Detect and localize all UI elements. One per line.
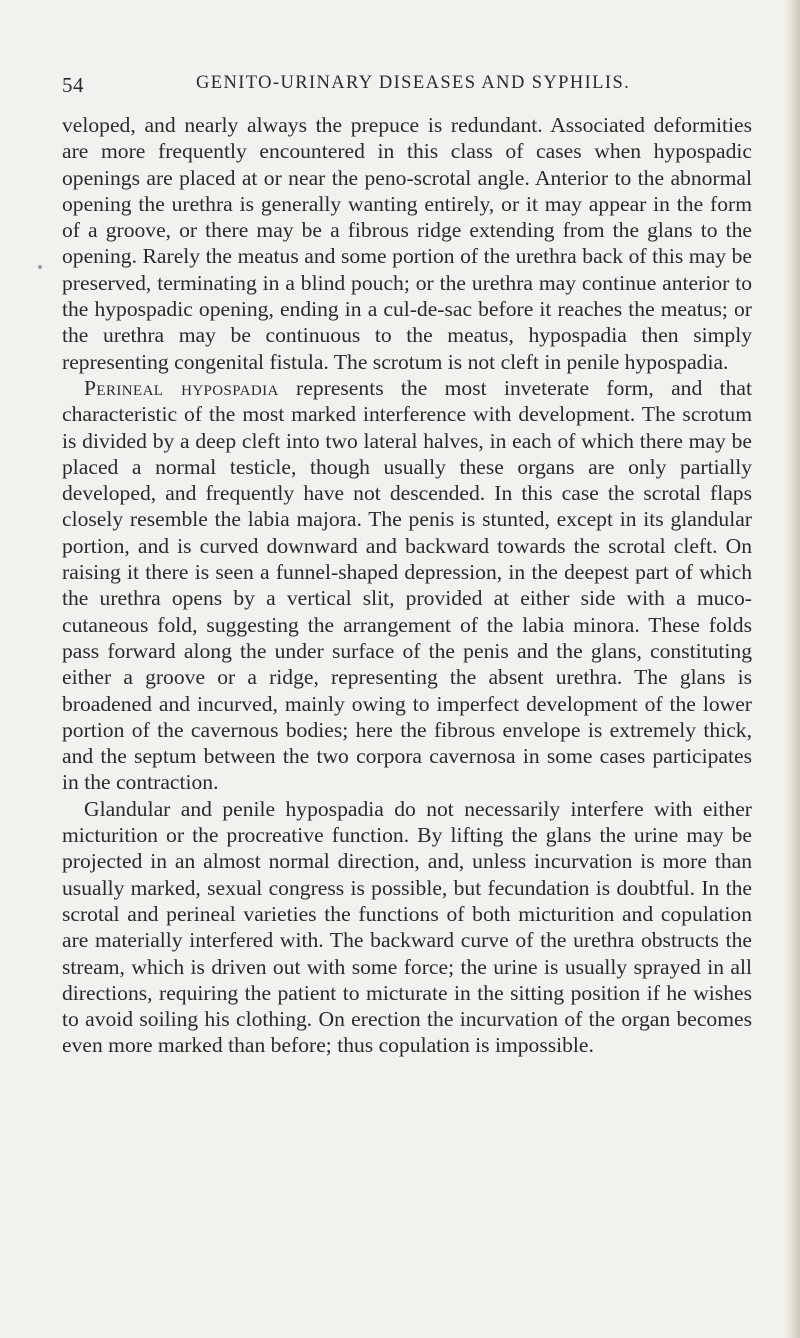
paragraph-function: Glandular and penile hypospadia do not necessarily interfere with either micturition or the procreative function. By lifting the glans the urine may be projected in an almost normal direction, and, unless incurvation is more than usually marked, sexual congress is possible, but fecundation is doubtful. In the scrotal and perineal varieties the functions of both micturition and copulation are materially interfered with. The backward curve of the urethra obstructs the stream, which is driven out with some force; the urine is usually sprayed in all directions, requiring the patient to micturate in the sitting position if he wishes to avoid soiling his clothing. On erection the incurvation of the organ becomes even more marked than before; thus copulation is impossible. bbox=[62, 796, 752, 1058]
paragraph-perineal-hypospadia bbox=[62, 375, 752, 796]
paragraph-continuation: veloped, and nearly always the prepuce is redundant. Associated deformities are more frequently encountered in this class of cases when hypospadic openings are placed at or near the peno-scrotal angle. Anterior to the abnormal opening the urethra is generally wanting entirely, or it may appear in the form of a groove, or there may be a fibrous ridge extending from the glans to the opening. Rarely the meatus and some portion of the urethra back of this may be preserved, terminating in a blind pouch; or the urethra may continue anterior to the hypospadic opening, ending in a cul-de-sac before it reaches the meatus; or the urethra may be continuous to the meatus, hypospadia then simply representing congenital fistula. The scrotum is not cleft in penile hypospadia. bbox=[62, 113, 752, 374]
page-number: 54 bbox=[62, 73, 84, 97]
body-text bbox=[62, 112, 752, 1059]
page-edge-shadow bbox=[784, 0, 800, 1338]
running-head: GENITO-URINARY DISEASES AND SYPHILIS. bbox=[196, 73, 631, 93]
page-header bbox=[62, 73, 752, 103]
paragraph-text: represents the most inveterate form, and that characteristic of the most marked interference with development. The scrotum is divided by a deep cleft into two lateral halves, in each of which there may be placed a normal testicle, though usually these organs are only partially developed, and frequently have not descended. In this case the scrotal flaps closely resemble the labia majora. The penis is stunted, except in its glandular portion, and is curved downward and backward towards the scrotal cleft. On raising it there is seen a funnel-shaped depression, in the deepest part of which the urethra opens by a vertical slit, provided at either side with a muco-cutaneous fold, suggesting the arrangement of the labia minora. These folds pass forward along the under surface of the penis and the glans, constituting either a groove or a ridge, representing the absent urethra. The glans is broadened and incurved, mainly owing to imperfect development of the lower portion of the cavernous bodies; here the fibrous envelope is extremely thick, and the septum between the two corpora cavernosa in some cases participates in the contraction. bbox=[62, 375, 752, 795]
section-lead-term: Perineal hypospadia bbox=[84, 375, 279, 400]
margin-speck bbox=[38, 265, 42, 269]
